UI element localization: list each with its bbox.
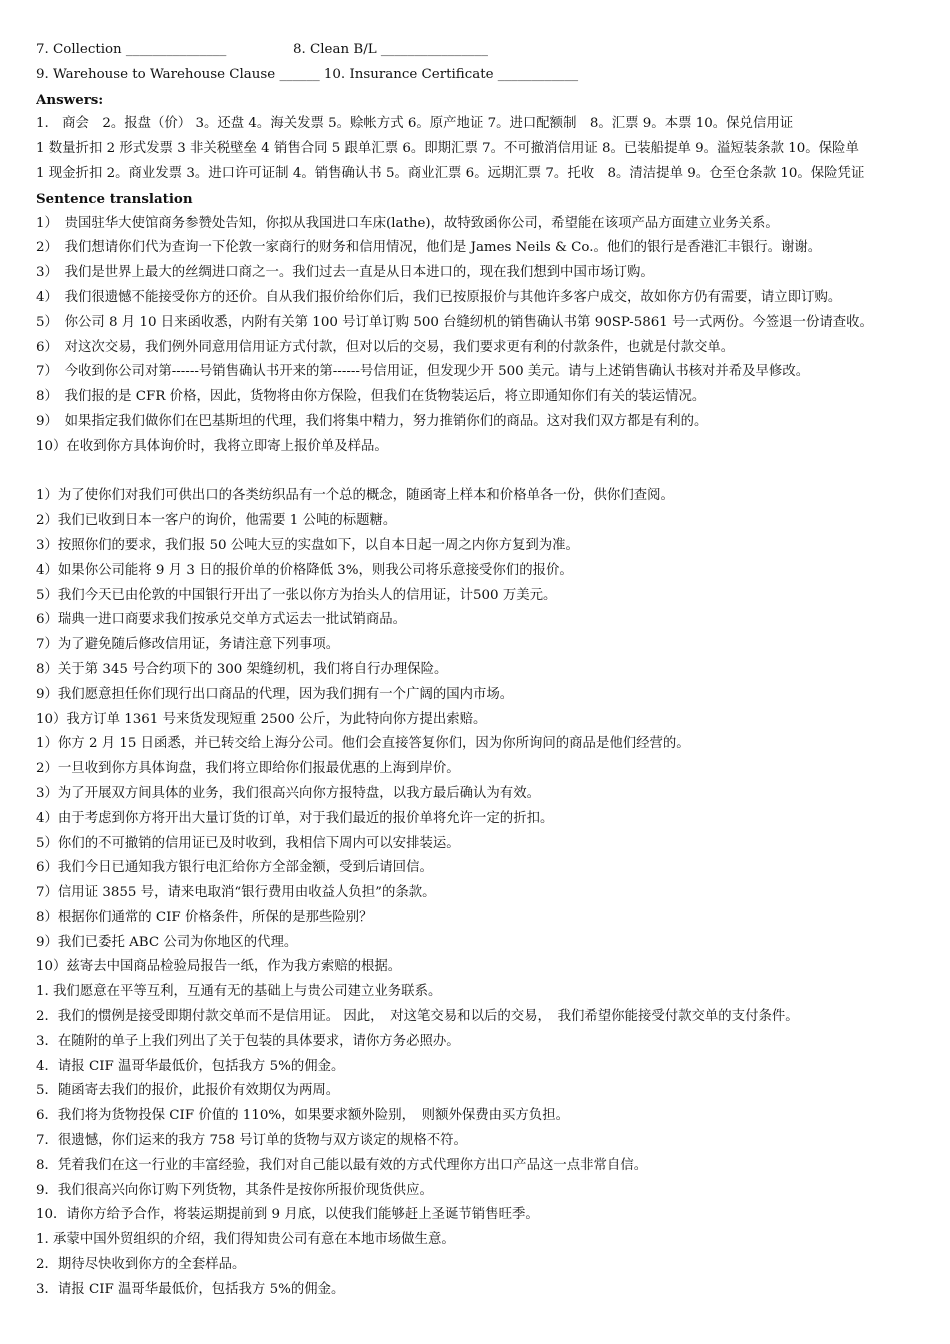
translation-sentence: 3）按照你们的要求，我们报 50 公吨大豆的实盘如下，以自本日起一周之内你方复到为准。 [36,537,579,553]
translation-sentence: 4）由于考虑到你方将开出大量订货的订单，对于我们最近的报价单将允许一定的折扣。 [36,810,554,826]
translation-sentence: 6）我们今日已通知我方银行电汇给你方全部金额，受到后请回信。 [36,860,433,876]
vocab-item: 7. Collection _______________ [36,42,227,57]
translation-sentence: 9） 如果指定我们做你们在巴基斯坦的代理，我们将集中精力，努力推销你们的商品。这对我们双方都是有利的。 [36,413,708,429]
translation-sentence: 2）我们已收到日本一客户的询价，他需要 1 公吨的标题糖。 [36,513,397,529]
answers-heading: Answers: [36,91,104,108]
translation-sentence: 5）我们今天已由伦敦的中国银行开出了一张以你方为抬头人的信用证，计500 万美元。 [36,587,557,603]
translation-group-2 [36,484,930,1302]
translation-sentence: 8．凭着我们在这一行业的丰富经验，我们对自己能以最有效的方式代理你方出口产品这一点非常自信。 [36,1157,648,1173]
vocab-item: 8. Clean B/L ________________ [293,42,488,57]
vocab-row [36,38,930,63]
answers-list [36,112,930,186]
translation-sentence: 2．我们的惯例是接受即期付款交单而不是信用证。 因此， 对这笔交易和以后的交易， 我们希望你能接受付款交单的支付条件。 [36,1009,799,1025]
translation-sentence: 4．请报 CIF 温哥华最低价，包括我方 5%的佣金。 [36,1058,345,1074]
section-gap [36,460,930,485]
translation-sentence: 8）关于第 345 号合约项下的 300 架缝纫机，我们将自行办理保险。 [36,661,448,677]
translation-group-1 [36,212,930,460]
translation-sentence: 6）瑞典一进口商要求我们按承兑交单方式运去一批试销商品。 [36,612,407,628]
translation-sentence: 7）为了避免随后修改信用证，务请注意下列事项。 [36,637,340,653]
translation-sentence: 1）为了使你们对我们可供出口的各类纺织品有一个总的概念，随函寄上样本和价格单各一份，供你们查阅。 [36,488,674,504]
translation-sentence: 5）你们的不可撤销的信用证已及时收到，我相信下周内可以安排装运。 [36,835,460,851]
translation-sentence: 10）我方订单 1361 号来货发现短重 2500 公斤，为此特向你方提出索赔。 [36,711,487,727]
translation-sentence: 4）如果你公司能将 9 月 3 日的报价单的价格降低 3%，则我公司将乐意接受你们的报价。 [36,562,573,578]
translation-sentence: 7．很遗憾，你们运来的我方 758 号订单的货物与双方谈定的规格不符。 [36,1133,467,1149]
translation-sentence: 4） 我们很遗憾不能接受你方的还价。自从我们报价给你们后，我们已按原报价与其他许多客户成交，故如你方仍有需要，请立即订购。 [36,289,842,305]
translation-sentence: 3）为了开展双方间具体的业务，我们很高兴向你方报特盘，以我方最后确认为有效。 [36,785,540,801]
translation-sentence: 3．请报 CIF 温哥华最低价，包括我方 5%的佣金。 [36,1281,345,1297]
translation-sentence: 1）你方 2 月 15 日函悉，并已转交给上海分公司。他们会直接答复你们，因为你所询问的商品是他们经营的。 [36,736,690,752]
translation-sentence: 2） 我们想请你们代为查询一下伦敦一家商行的财务和信用情况，他们是 James Neils & Co.。他们的银行是香港汇丰银行。谢谢。 [36,240,822,256]
translation-sentence: 10．请你方给予合作，将装运期提前到 9 月底，以使我们能够赶上圣诞节销售旺季。 [36,1207,539,1223]
answer-line: 1 数量折扣 2 形式发票 3 非关税壁垒 4 销售合同 5 跟单汇票 6。即期汇票 7。不可撤消信用证 8。已装船提单 9。溢短装条款 10。保险单 [36,141,859,157]
translation-sentence: 9）我们愿意担任你们现行出口商品的代理，因为我们拥有一个广阔的国内市场。 [36,686,514,702]
translation-sentence: 5） 你公司 8 月 10 日来函收悉，内附有关第 100 号订单订购 500 台缝纫机的销售确认书第 90SP-5861 号一式两份。今签退一份请查收。 [36,314,873,330]
translation-sentence: 10）在收到你方具体询价时，我将立即寄上报价单及样品。 [36,438,388,454]
answer-line: 1 现金折扣 2。商业发票 3。进口许可证制 4。销售确认书 5。商业汇票 6。远期汇票 7。托收 8。清洁提单 9。仓至仓条款 10。保险凭证 [36,165,865,181]
translation-sentence: 7） 今收到你公司对第------号销售确认书开来的第------号信用证，但发现少开 500 美元。请与上述销售确认书核对并希及早修改。 [36,364,810,380]
translation-sentence: 3） 我们是世界上最大的丝绸进口商之一。我们过去一直是从日本进口的，现在我们想到中国市场订购。 [36,265,654,281]
translation-sentence: 2．期待尽快收到你方的全套样品。 [36,1257,246,1273]
translation-sentence: 9）我们已委托 ABC 公司为你地区的代理。 [36,934,298,950]
answer-line: 1. 商会 2。报盘（价） 3。还盘 4。海关发票 5。赊帐方式 6。原产地证 7。进口配额制 8。汇票 9。本票 10。保兑信用证 [36,116,794,132]
translation-sentence: 8）根据你们通常的 CIF 价格条件，所保的是那些险别？ [36,909,373,925]
translation-sentence: 1. 我们愿意在平等互利，互通有无的基础上与贵公司建立业务联系。 [36,984,442,1000]
translation-sentence: 9．我们很高兴向你订购下列货物，其条件是按你所报价现货供应。 [36,1182,433,1198]
vocab-row: 9. Warehouse to Warehouse Clause ______ 10. Insurance Certificate ____________ [36,66,579,82]
sentence-translation-heading: Sentence translation [36,190,193,207]
document-page [36,38,930,1303]
translation-sentence: 1. 承蒙中国外贸组织的介绍，我们得知贵公司有意在本地市场做生意。 [36,1232,455,1248]
translation-sentence: 1） 贵国驻华大使馆商务参赞处告知，你拟从我国进口车床(lathe)，故特致函你公司，希望能在该项产品方面建立业务关系。 [36,215,779,231]
translation-sentence: 6） 对这次交易，我们例外同意用信用证方式付款，但对以后的交易，我们要求更有利的付款条件，也就是付款交单。 [36,339,735,355]
translation-sentence: 3．在随附的单子上我们列出了关于包装的具体要求，请你方务必照办。 [36,1033,460,1049]
translation-sentence: 7）信用证 3855 号，请来电取消“银行费用由收益人负担”的条款。 [36,885,436,901]
translation-sentence: 2）一旦收到你方具体询盘，我们将立即给你们报最优惠的上海到岸价。 [36,761,460,777]
translation-sentence: 10）兹寄去中国商品检验局报告一纸，作为我方索赔的根据。 [36,959,402,975]
translation-sentence: 5．随函寄去我们的报价，此报价有效期仅为两周。 [36,1083,340,1099]
translation-sentence: 6．我们将为货物投保 CIF 价值的 110%，如果要求额外险别， 则额外保费由买方负担。 [36,1108,569,1124]
translation-sentence: 8） 我们报的是 CFR 价格，因此，货物将由你方保险，但我们在货物装运后，将立即通知你们有关的装运情况。 [36,389,706,405]
